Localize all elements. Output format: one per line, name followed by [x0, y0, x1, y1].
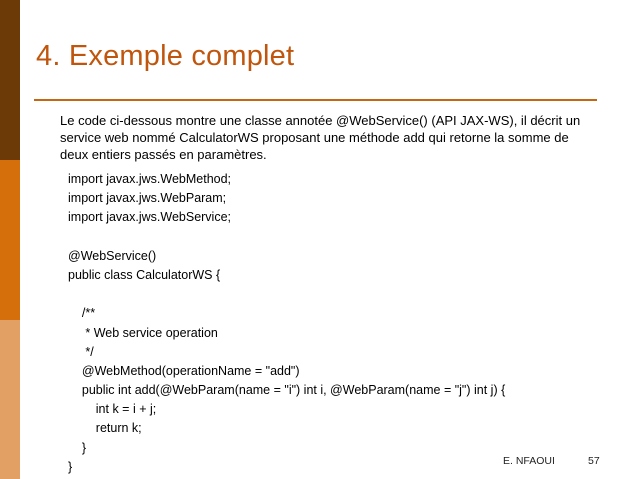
- intro-paragraph: Le code ci-dessous montre une classe annotée @WebService() (API JAX-WS), il décrit un service web nommé CalculatorWS proposant une méthode add qui retorne la somme de deux entiers passés en paramètres.: [60, 113, 581, 162]
- code-line: /**: [68, 306, 96, 321]
- code-line: import javax.jws.WebService;: [68, 210, 232, 225]
- code-line: }: [68, 440, 87, 455]
- footer-author: E. NFAOUI: [503, 455, 555, 467]
- code-line: @WebService(): [68, 248, 157, 263]
- slide-title: 4. Exemple complet: [36, 40, 295, 72]
- code-line: [68, 285, 505, 304]
- code-line: public class CalculatorWS {: [68, 267, 221, 282]
- code-block: [68, 170, 505, 477]
- code-line: import javax.jws.WebParam;: [68, 191, 227, 206]
- code-line: import javax.jws.WebMethod;: [68, 172, 232, 186]
- code-line: }: [68, 459, 73, 474]
- page-number: 57: [588, 455, 600, 467]
- code-line: return k;: [68, 421, 142, 436]
- code-line: * Web service operation: [68, 325, 218, 340]
- left-accent-bar-mid: [0, 160, 20, 320]
- left-accent-bar-dark: [0, 0, 20, 160]
- left-accent-bar-light: [0, 320, 20, 479]
- title-divider: [34, 99, 597, 101]
- code-line: public int add(@WebParam(name = "i") int i, @WebParam(name = "j") int j) {: [68, 383, 506, 398]
- code-line: @WebMethod(operationName = "add"): [68, 363, 300, 378]
- code-line: */: [68, 344, 94, 359]
- code-line: [68, 228, 505, 247]
- code-line: int k = i + j;: [68, 402, 157, 417]
